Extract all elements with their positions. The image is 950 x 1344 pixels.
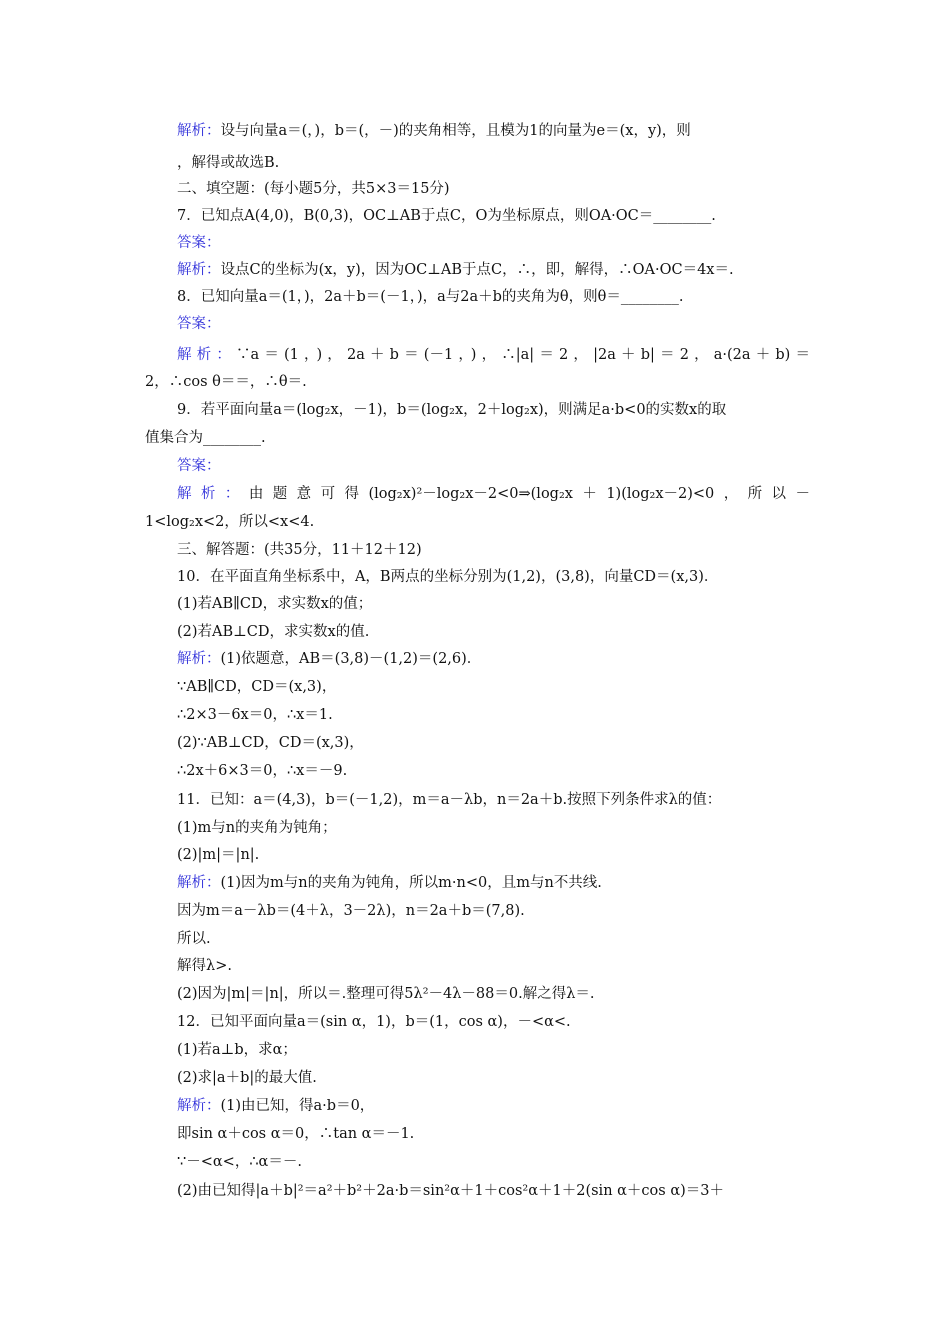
line-text: 10．在平面直角坐标系中，A，B两点的坐标分别为(1,2)，(3,8)，向量CD＝(x,3)． xyxy=(177,569,719,585)
solution-line xyxy=(145,649,810,669)
text-line xyxy=(145,594,810,614)
line-text: ∵AB∥CD，CD＝(x,3)， xyxy=(177,679,337,695)
line-text: ∴2×3－6x＝0，∴x＝1. xyxy=(177,707,333,723)
line-text: 因为m＝a－λb＝(4＋λ，3－2λ)，n＝2a＋b＝(7,8). xyxy=(177,903,525,919)
line-text: 即sin α＋cos α＝0，∴tan α＝－1. xyxy=(177,1126,415,1142)
solution-label: 解析： xyxy=(177,262,221,278)
solution-label: 解析： xyxy=(177,123,221,139)
question-line xyxy=(145,790,810,810)
line-text: (1)由已知，得a·b＝0， xyxy=(220,1098,375,1114)
question-line xyxy=(145,1012,810,1032)
solution-label: 解析： xyxy=(177,486,249,502)
line-text: ∵－<α<，∴α＝－. xyxy=(177,1154,302,1170)
solution-line xyxy=(145,484,810,504)
line-text: 二、填空题：(每小题5分，共5×3＝15分) xyxy=(177,181,450,197)
text-line xyxy=(145,956,810,976)
text-line xyxy=(145,984,810,1004)
text-line xyxy=(145,818,810,838)
line-text: 9．若平面向量a＝(log₂x，－1)，b＝(log₂x，2＋log₂x)，则满足a·b<0的实数x的取 xyxy=(177,402,727,418)
solution-label: 解析： xyxy=(177,347,237,363)
question-line xyxy=(145,206,810,226)
text-line xyxy=(145,1068,810,1088)
solution-line xyxy=(145,1096,810,1116)
question-line xyxy=(145,287,810,307)
solution-line xyxy=(145,260,810,280)
text-line xyxy=(145,705,810,725)
answer-label: 答案： xyxy=(177,235,221,251)
line-text: 7．已知点A(4,0)，B(0,3)，OC⊥AB于点C，O为坐标原点，则OA·OC＝________. xyxy=(177,208,716,224)
text-line xyxy=(145,929,810,949)
line-text: ∵a＝(1，)，2a＋b＝(－1，)，∴|a|＝2，|2a＋b|＝2，a·(2a＋b)＝ xyxy=(236,347,810,363)
text-line xyxy=(145,153,810,173)
solution-line xyxy=(145,121,810,141)
text-line xyxy=(145,733,810,753)
line-text: (1)m与n的夹角为钝角； xyxy=(177,820,337,836)
line-text: 2，∴cos θ＝＝，∴θ＝. xyxy=(145,374,307,390)
text-line xyxy=(145,1124,810,1144)
answer-line xyxy=(145,456,810,476)
text-line xyxy=(145,1040,810,1060)
text-line xyxy=(145,372,810,392)
solution-line xyxy=(145,873,810,893)
text-line xyxy=(145,622,810,642)
solution-label: 解析： xyxy=(177,651,221,667)
line-text: (2)|m|＝|n|. xyxy=(177,847,260,863)
text-line xyxy=(145,1152,810,1172)
line-text: (1)依题意，AB＝(3,8)－(1,2)＝(2,6)． xyxy=(220,651,482,667)
line-text: (2)求|a＋b|的最大值. xyxy=(177,1070,317,1086)
solution-label: 解析： xyxy=(177,875,221,891)
line-text: 设与向量a＝(，)，b＝(，－)的夹角相等，且模为1的向量为e＝(x，y)，则 xyxy=(220,123,691,139)
text-line xyxy=(145,901,810,921)
line-text: (2)若AB⊥CD，求实数x的值. xyxy=(177,624,370,640)
line-text: 解得λ>. xyxy=(177,958,232,974)
answer-label: 答案： xyxy=(177,458,221,474)
line-text: 由题意可得(log₂x)²－log₂x－2<0⇒(log₂x＋1)(log₂x－2)<0，所以－ xyxy=(248,486,810,502)
section-heading xyxy=(145,540,810,560)
line-text: (2)因为|m|＝|n|，所以＝.整理可得5λ²－4λ－88＝0.解之得λ＝. xyxy=(177,986,595,1002)
line-text: 设点C的坐标为(x，y)，因为OC⊥AB于点C，∴，即，解得，∴OA·OC＝4x＝. xyxy=(220,262,734,278)
line-text: 值集合为________. xyxy=(145,430,266,446)
text-line xyxy=(145,761,810,781)
line-text: (1)若AB∥CD，求实数x的值； xyxy=(177,596,373,612)
answer-line xyxy=(145,233,810,253)
line-text: ∴2x＋6×3＝0，∴x＝－9. xyxy=(177,763,348,779)
answer-line xyxy=(145,314,810,334)
text-line xyxy=(145,1181,810,1201)
line-text: 8．已知向量a＝(1，)，2a＋b＝(－1，)，a与2a＋b的夹角为θ，则θ＝________. xyxy=(177,289,684,305)
line-text: (1)因为m与n的夹角为钝角，所以m·n<0，且m与n不共线. xyxy=(220,875,602,891)
line-text: (2)由已知得|a＋b|²＝a²＋b²＋2a·b＝sin²α＋1＋cos²α＋1＋2(sin α＋cos α)＝3＋ xyxy=(177,1183,725,1199)
question-line xyxy=(145,567,810,587)
line-text: 三、解答题：(共35分，11＋12＋12) xyxy=(177,542,422,558)
answer-label: 答案： xyxy=(177,316,221,332)
text-line xyxy=(145,428,810,448)
line-text: 12．已知平面向量a＝(sin α，1)，b＝(1，cos α)，－<α<. xyxy=(177,1014,571,1030)
line-text: (2)∵AB⊥CD，CD＝(x,3)， xyxy=(177,735,364,751)
solution-line xyxy=(145,345,810,365)
line-text: (1)若a⊥b，求α； xyxy=(177,1042,297,1058)
section-heading xyxy=(145,179,810,199)
line-text: 1<log₂x<2，所以<x<4. xyxy=(145,514,315,530)
text-line xyxy=(145,845,810,865)
line-text: 所以. xyxy=(177,931,211,947)
text-line xyxy=(145,677,810,697)
line-text: 11．已知：a＝(4,3)，b＝(－1,2)，m＝a－λb，n＝2a＋b.按照下列条件求λ的值： xyxy=(177,792,722,808)
text-line xyxy=(145,512,810,532)
question-line xyxy=(145,400,810,420)
solution-label: 解析： xyxy=(177,1098,221,1114)
line-text: ，解得或故选B. xyxy=(177,155,280,171)
